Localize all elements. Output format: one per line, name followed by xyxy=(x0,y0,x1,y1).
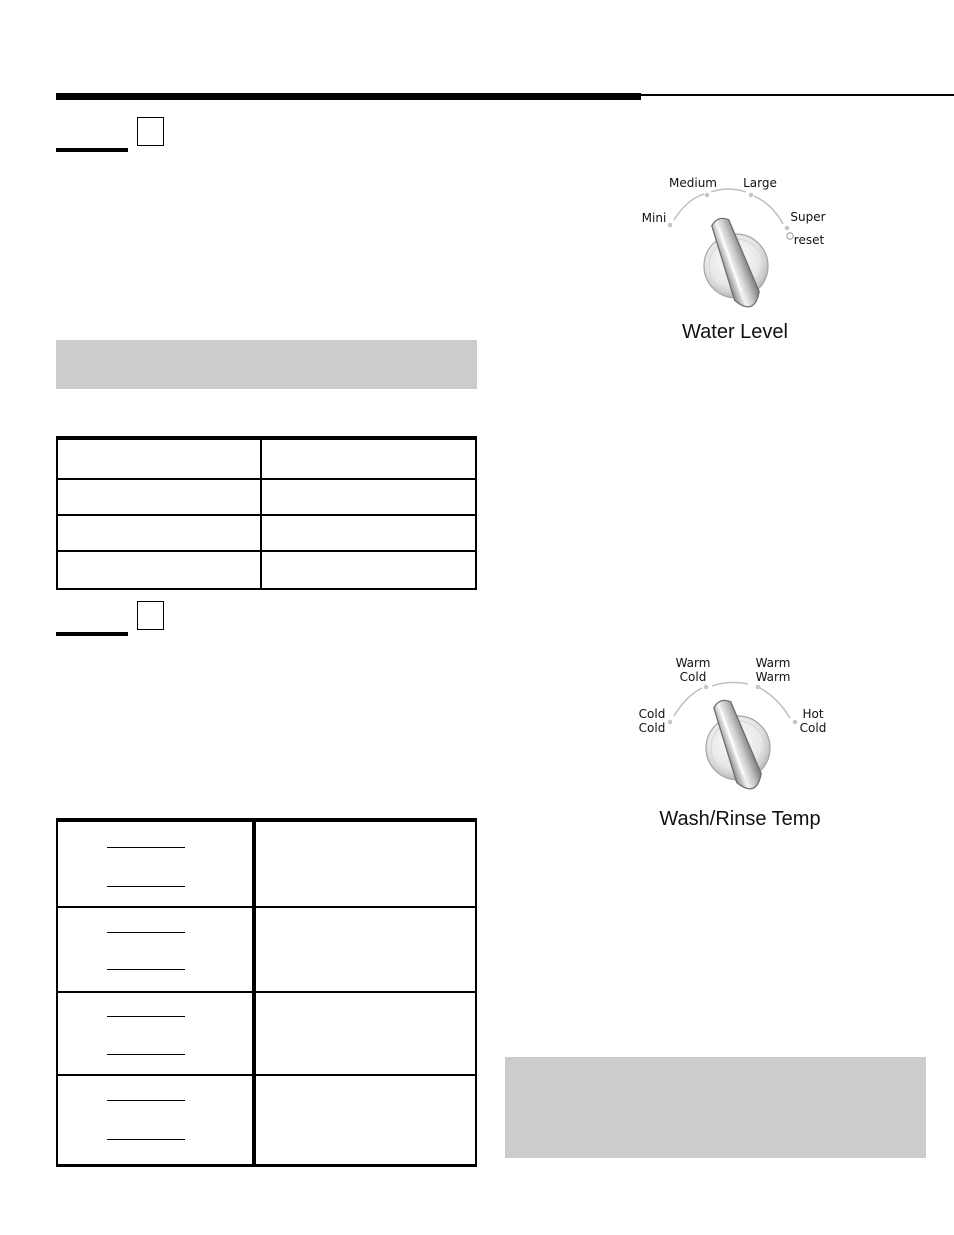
section-1-step-box xyxy=(137,117,164,146)
header-rule-thick xyxy=(56,93,641,100)
table-cell xyxy=(254,992,476,1075)
table-row xyxy=(57,479,476,515)
wash-temp-label: Warm xyxy=(675,656,711,670)
section-2-underline xyxy=(56,632,128,636)
table-cell xyxy=(254,1075,476,1165)
wash-rinse-temp-dial[interactable] xyxy=(620,652,860,837)
table-row xyxy=(57,515,476,551)
table-1 xyxy=(56,438,477,590)
table-row xyxy=(57,551,476,589)
blank-line xyxy=(107,1139,185,1140)
blank-line xyxy=(107,886,185,887)
table-cell xyxy=(261,439,476,479)
water-level-label-large: Large xyxy=(743,176,777,190)
header-rule-thin xyxy=(641,94,954,96)
table-row xyxy=(57,907,476,992)
water-level-title: Water Level xyxy=(682,321,788,343)
table-2 xyxy=(56,820,477,1167)
blank-line xyxy=(107,969,185,970)
wash-rinse-label-warm-cold xyxy=(670,656,716,684)
table-cell xyxy=(261,551,476,589)
rinse-temp-label: Warm xyxy=(755,670,791,684)
table-cell xyxy=(254,907,476,992)
table-cell xyxy=(57,1075,254,1165)
table-cell xyxy=(261,479,476,515)
table-cell xyxy=(57,907,254,992)
note-panel-right xyxy=(505,1057,926,1158)
rinse-temp-label: Cold xyxy=(679,670,707,684)
table-cell xyxy=(254,821,476,907)
table-cell xyxy=(57,992,254,1075)
blank-line xyxy=(107,847,185,848)
wash-rinse-label-warm-warm xyxy=(750,656,796,684)
water-level-label-medium: Medium xyxy=(669,176,717,190)
blank-line xyxy=(107,1100,185,1101)
table-row xyxy=(57,821,476,907)
table-cell xyxy=(261,515,476,551)
wash-rinse-title: Wash/Rinse Temp xyxy=(659,808,821,830)
water-level-dial[interactable] xyxy=(620,170,850,350)
table-cell xyxy=(57,821,254,907)
wash-rinse-label-cold-cold xyxy=(632,707,672,735)
wash-temp-label: Cold xyxy=(638,707,666,721)
water-level-label-mini: Mini xyxy=(641,211,667,225)
table-row xyxy=(57,439,476,479)
blank-line xyxy=(107,932,185,933)
table-cell xyxy=(57,551,261,589)
section-2-step-box xyxy=(137,601,164,630)
blank-line xyxy=(107,1016,185,1017)
wash-temp-label: Warm xyxy=(755,656,791,670)
water-level-label-reset: reset xyxy=(793,233,825,247)
water-level-label-super: Super xyxy=(790,210,826,224)
table-cell xyxy=(57,479,261,515)
table-cell xyxy=(57,515,261,551)
table-cell xyxy=(57,439,261,479)
wash-rinse-label-hot-cold xyxy=(794,707,832,735)
blank-line xyxy=(107,1054,185,1055)
table-row xyxy=(57,992,476,1075)
rinse-temp-label: Cold xyxy=(638,721,666,735)
table-row xyxy=(57,1075,476,1165)
note-panel-left xyxy=(56,340,477,389)
rinse-temp-label: Cold xyxy=(799,721,827,735)
section-1-underline xyxy=(56,148,128,152)
wash-temp-label: Hot xyxy=(802,707,824,721)
